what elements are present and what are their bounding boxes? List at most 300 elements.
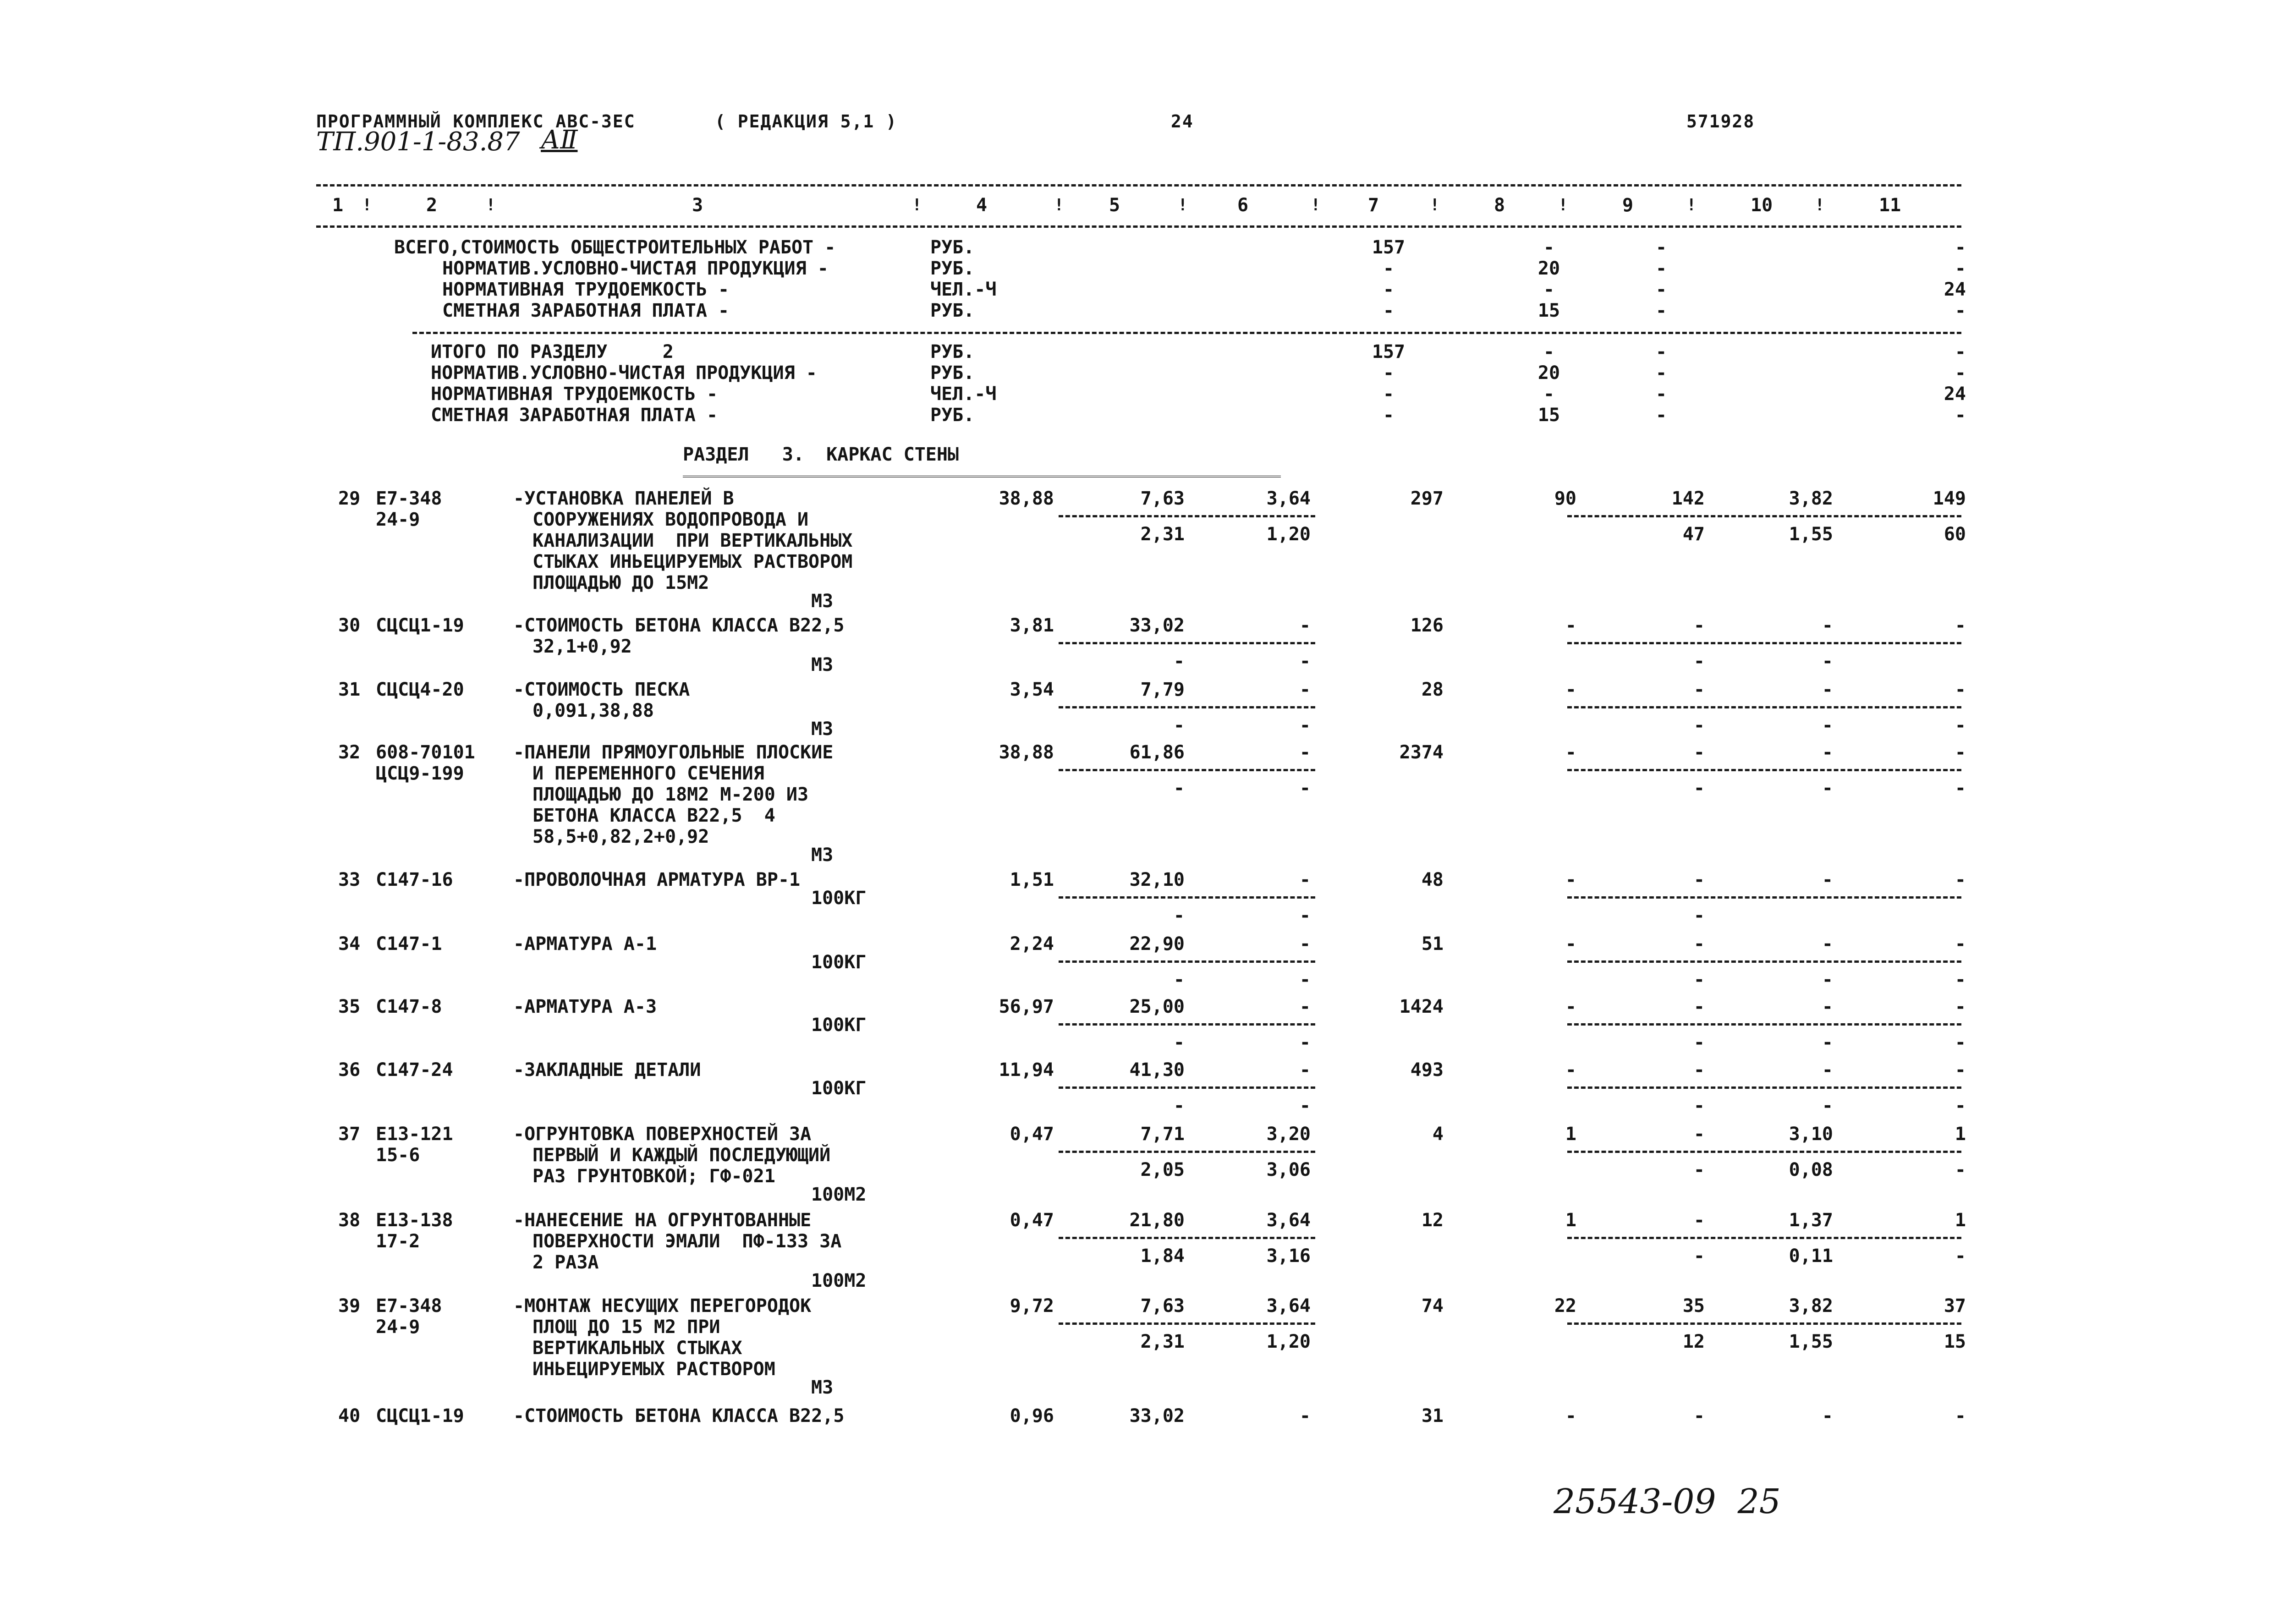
summary-col7-value: - (1383, 279, 1395, 300)
row-cost-divider (1059, 1023, 1315, 1026)
row-col10-wage: 0,08 (1789, 1159, 1833, 1180)
row-col7-value: 51 (1421, 933, 1444, 955)
program-name: ПРОГРАММНЫЙ КОМПЛЕКС АВС-3ЕС (316, 111, 636, 132)
row-col10-value: - (1822, 615, 1833, 636)
row-col9-wage: - (1693, 715, 1705, 736)
row-cost-divider (1059, 1086, 1315, 1089)
summary-col11-value: - (1955, 362, 1966, 384)
row-col11-wage: - (1955, 778, 1966, 799)
summary-unit: РУБ. (930, 405, 975, 426)
row-col6-wage: 3,16 (1266, 1245, 1311, 1267)
column-separator: ! (486, 196, 496, 214)
row-col6-wage: 3,06 (1266, 1159, 1311, 1180)
row-col5-wage: 2,31 (1140, 1331, 1185, 1352)
row-unit: М3 (811, 1377, 834, 1398)
row-quantity: 56,97 (999, 996, 1054, 1017)
column-separator: ! (1686, 196, 1697, 214)
row-col9-value: - (1693, 1124, 1705, 1145)
row-col5-wage: - (1173, 651, 1185, 672)
summary-unit: ЧЕЛ.-Ч (930, 384, 997, 405)
summary-col11-value: 24 (1944, 384, 1966, 405)
row-col6-wage: - (1299, 1095, 1311, 1116)
row-col7-value: 12 (1421, 1210, 1444, 1231)
row-col6-value: - (1299, 742, 1311, 763)
row-col5-wage: - (1173, 778, 1185, 799)
row-col7-value: 4 (1432, 1124, 1444, 1145)
project-stamp: ТП.901-1-83.87 (316, 127, 520, 157)
row-col6-wage: 1,20 (1266, 1331, 1311, 1352)
row-col9-value: - (1693, 1059, 1705, 1081)
row-col7-value: 28 (1421, 679, 1444, 700)
row-col6-value: 3,64 (1266, 1210, 1311, 1231)
row-col6-value: - (1299, 869, 1311, 890)
column-separator: ! (912, 196, 922, 214)
summary-unit: ЧЕЛ.-Ч (930, 279, 997, 300)
row-col6-value: - (1299, 1059, 1311, 1081)
row-col10-value: - (1822, 996, 1833, 1017)
row-unit: 100КГ (811, 888, 867, 909)
row-col5-value: 7,71 (1140, 1124, 1185, 1145)
row-description: СТЫКАХ ИНЬЕЦИРУЕМЫХ РАСТВОРОМ (533, 551, 853, 572)
row-col5-wage: - (1173, 1095, 1185, 1116)
row-cost-divider (1059, 1322, 1315, 1325)
row-unit: 100КГ (811, 1078, 867, 1099)
row-code: С147-16 (376, 869, 453, 890)
row-code: Е13-138 (376, 1210, 453, 1231)
row-wage-divider (1567, 960, 1961, 963)
row-description: -СТОИМОСТЬ БЕТОНА КЛАССА В22,5 (513, 615, 845, 636)
column-separator: ! (1311, 196, 1321, 214)
summary-col7-value: - (1383, 384, 1395, 405)
row-col8-value: - (1565, 869, 1576, 890)
row-wage-divider (1567, 769, 1961, 771)
row-col10-value: 3,10 (1789, 1124, 1833, 1145)
row-code: Е7-348 (376, 488, 442, 509)
row-col5-wage: - (1173, 1032, 1185, 1053)
column-separator: ! (1815, 196, 1825, 214)
row-number: 36 (338, 1059, 361, 1081)
row-col9-value: - (1693, 869, 1705, 890)
summary-unit: РУБ. (930, 341, 975, 362)
row-number: 35 (338, 996, 361, 1017)
row-col5-wage: - (1173, 969, 1185, 990)
row-col11-wage: 60 (1944, 524, 1966, 545)
row-number: 32 (338, 742, 361, 763)
row-description: -УСТАНОВКА ПАНЕЛЕЙ В (513, 488, 734, 509)
row-unit: 100М2 (811, 1184, 867, 1205)
summary-line: НОРМАТИВНАЯ ТРУДОЕМКОСТЬ - (442, 279, 730, 300)
row-description: БЕТОНА КЛАССА В22,5 4 (533, 805, 775, 826)
column-separator: ! (1054, 196, 1064, 214)
row-col7-value: 1424 (1399, 996, 1444, 1017)
row-col11-value: 149 (1933, 488, 1966, 509)
album-stamp: АⅡ (541, 125, 578, 155)
column-header-7: 7 (1368, 195, 1379, 216)
row-col9-value: - (1693, 1210, 1705, 1231)
row-cost-divider (1059, 515, 1315, 517)
row-col10-wage: 1,55 (1789, 524, 1833, 545)
column-header-6: 6 (1237, 195, 1249, 216)
row-col10-wage: - (1822, 651, 1833, 672)
row-col10-wage: 1,55 (1789, 1331, 1833, 1352)
row-quantity: 38,88 (999, 742, 1054, 763)
row-cost-divider (1059, 1237, 1315, 1239)
summary-col7-value: 157 (1372, 237, 1406, 258)
row-col11-value: - (1955, 933, 1966, 955)
document-code: 571928 (1686, 111, 1755, 132)
row-col6-value: 3,64 (1266, 488, 1311, 509)
row-description: -ЗАКЛАДНЫЕ ДЕТАЛИ (513, 1059, 701, 1081)
row-col6-wage: - (1299, 651, 1311, 672)
row-number: 31 (338, 679, 361, 700)
summary-col11-value: - (1955, 341, 1966, 362)
row-code: Е7-348 (376, 1295, 442, 1317)
row-col6-wage: - (1299, 715, 1311, 736)
summary-line: СМЕТНАЯ ЗАРАБОТНАЯ ПЛАТА - (442, 300, 730, 321)
row-quantity: 3,54 (1010, 679, 1054, 700)
row-col5-value: 61,86 (1129, 742, 1185, 763)
row-description: ПОВЕРХНОСТИ ЭМАЛИ ПФ-133 ЗА (533, 1231, 842, 1252)
row-col5-value: 7,79 (1140, 679, 1185, 700)
row-col11-value: 1 (1955, 1124, 1966, 1145)
summary-divider (412, 332, 1961, 334)
row-col11-value: - (1955, 742, 1966, 763)
column-header-9: 9 (1622, 195, 1634, 216)
column-header-10: 10 (1751, 195, 1773, 216)
row-description: ПЛОЩ ДО 15 М2 ПРИ (533, 1317, 720, 1338)
summary-col8-value: - (1543, 237, 1555, 258)
row-description: ПЛОЩАДЬЮ ДО 15М2 (533, 572, 709, 593)
row-unit: 100М2 (811, 1270, 867, 1291)
row-description: И ПЕРЕМЕННОГО СЕЧЕНИЯ (533, 763, 764, 784)
summary-unit: РУБ. (930, 300, 975, 321)
row-col5-value: 22,90 (1129, 933, 1185, 955)
row-description: ПЕРВЫЙ И КАЖДЫЙ ПОСЛЕДУЮЩИЙ (533, 1145, 831, 1166)
row-col6-wage: - (1299, 778, 1311, 799)
row-description: -АРМАТУРА А-1 (513, 933, 657, 955)
row-description: ВЕРТИКАЛЬНЫХ СТЫКАХ (533, 1338, 742, 1359)
row-col7-value: 74 (1421, 1295, 1444, 1317)
row-cost-divider (1059, 896, 1315, 899)
summary-col9-value: - (1655, 237, 1667, 258)
summary-col7-value: - (1383, 300, 1395, 321)
summary-line: НОРМАТИВ.УСЛОВНО-ЧИСТАЯ ПРОДУКЦИЯ - (442, 258, 829, 279)
summary-col8-value: 15 (1537, 405, 1560, 426)
row-col9-value: - (1693, 933, 1705, 955)
row-quantity: 0,96 (1010, 1405, 1054, 1426)
row-col8-value: 1 (1565, 1210, 1576, 1231)
summary-unit: РУБ. (930, 258, 975, 279)
row-col7-value: 493 (1410, 1059, 1444, 1081)
row-number: 40 (338, 1405, 361, 1426)
row-col9-wage: - (1693, 969, 1705, 990)
row-wage-divider (1567, 642, 1961, 644)
column-header-2: 2 (426, 195, 438, 216)
row-quantity: 2,24 (1010, 933, 1054, 955)
column-separator: ! (1178, 196, 1188, 214)
column-header-5: 5 (1109, 195, 1120, 216)
summary-col11-value: 24 (1944, 279, 1966, 300)
row-code: С147-8 (376, 996, 442, 1017)
row-col11-value: - (1955, 679, 1966, 700)
row-col10-value: - (1822, 1405, 1833, 1426)
row-description: -СТОИМОСТЬ БЕТОНА КЛАССА В22,5 (513, 1405, 845, 1426)
row-col10-value: - (1822, 869, 1833, 890)
row-code: 608-70101 (376, 742, 475, 763)
row-col11-value: - (1955, 869, 1966, 890)
row-code: Е13-121 (376, 1124, 453, 1145)
row-col5-wage: - (1173, 715, 1185, 736)
column-header-4: 4 (976, 195, 988, 216)
row-wage-divider (1567, 1023, 1961, 1026)
row-col5-value: 33,02 (1129, 615, 1185, 636)
row-col9-wage: - (1693, 905, 1705, 926)
row-code: 17-2 (376, 1231, 420, 1252)
row-col9-value: - (1693, 679, 1705, 700)
summary-col8-value: - (1543, 341, 1555, 362)
row-code: ЦСЦ9-199 (376, 763, 464, 784)
row-wage-divider (1567, 706, 1961, 708)
summary-col9-value: - (1655, 362, 1667, 384)
summary-col9-value: - (1655, 405, 1667, 426)
row-description: -АРМАТУРА А-3 (513, 996, 657, 1017)
row-col10-wage: - (1822, 1095, 1833, 1116)
row-quantity: 3,81 (1010, 615, 1054, 636)
column-separator: ! (1558, 196, 1568, 214)
row-col7-value: 126 (1410, 615, 1444, 636)
row-col9-value: - (1693, 742, 1705, 763)
row-col10-wage: - (1822, 715, 1833, 736)
row-col11-value: - (1955, 996, 1966, 1017)
row-col7-value: 297 (1410, 488, 1444, 509)
row-col11-wage: - (1955, 1032, 1966, 1053)
column-separator: ! (1430, 196, 1440, 214)
row-col5-value: 25,00 (1129, 996, 1185, 1017)
row-col5-wage: 2,05 (1140, 1159, 1185, 1180)
row-cost-divider (1059, 706, 1315, 708)
row-col5-value: 41,30 (1129, 1059, 1185, 1081)
row-col8-value: - (1565, 742, 1576, 763)
row-col11-wage: - (1955, 1095, 1966, 1116)
row-wage-divider (1567, 1086, 1961, 1089)
row-code: СЦСЦ1-19 (376, 1405, 464, 1426)
row-col9-wage: - (1693, 778, 1705, 799)
row-col8-value: - (1565, 996, 1576, 1017)
row-col8-value: - (1565, 679, 1576, 700)
row-col9-wage: - (1693, 1159, 1705, 1180)
column-header-3: 3 (692, 195, 703, 216)
row-code: 24-9 (376, 1317, 420, 1338)
row-wage-divider (1567, 1151, 1961, 1153)
row-col6-wage: - (1299, 969, 1311, 990)
summary-col8-value: 20 (1537, 362, 1560, 384)
row-cost-divider (1059, 769, 1315, 771)
row-col6-value: - (1299, 996, 1311, 1017)
column-header-1: 1 (332, 195, 344, 216)
row-col8-value: 90 (1554, 488, 1576, 509)
row-unit: 100КГ (811, 952, 867, 973)
row-code: СЦСЦ4-20 (376, 679, 464, 700)
row-unit: М3 (811, 654, 834, 675)
row-description: ИНЬЕЦИРУЕМЫХ РАСТВОРОМ (533, 1359, 775, 1380)
row-col10-wage: - (1822, 778, 1833, 799)
row-code: СЦСЦ1-19 (376, 615, 464, 636)
summary-col11-value: - (1955, 405, 1966, 426)
row-col10-value: 3,82 (1789, 488, 1833, 509)
row-wage-divider (1567, 1322, 1961, 1325)
summary-col8-value: 15 (1537, 300, 1560, 321)
row-number: 29 (338, 488, 361, 509)
row-col5-value: 7,63 (1140, 488, 1185, 509)
row-col6-value: 3,20 (1266, 1124, 1311, 1145)
summary-line: НОРМАТИВ.УСЛОВНО-ЧИСТАЯ ПРОДУКЦИЯ - (431, 362, 817, 384)
row-description: РАЗ ГРУНТОВКОЙ; ГФ-021 (533, 1166, 775, 1187)
row-number: 37 (338, 1124, 361, 1145)
row-unit: М3 (811, 719, 834, 740)
row-description: -МОНТАЖ НЕСУЩИХ ПЕРЕГОРОДОК (513, 1295, 812, 1317)
row-col11-value: 37 (1944, 1295, 1966, 1317)
row-col6-value: 3,64 (1266, 1295, 1311, 1317)
row-description: -ПАНЕЛИ ПРЯМОУГОЛЬНЫЕ ПЛОСКИЕ (513, 742, 834, 763)
row-code: 15-6 (376, 1145, 420, 1166)
row-col9-wage: - (1693, 651, 1705, 672)
row-col6-value: - (1299, 615, 1311, 636)
row-quantity: 1,51 (1010, 869, 1054, 890)
row-col7-value: 48 (1421, 869, 1444, 890)
row-col6-value: - (1299, 933, 1311, 955)
row-quantity: 38,88 (999, 488, 1054, 509)
row-description: -СТОИМОСТЬ ПЕСКА (513, 679, 690, 700)
row-unit: М3 (811, 591, 834, 612)
row-col6-wage: - (1299, 1032, 1311, 1053)
row-description: КАНАЛИЗАЦИИ ПРИ ВЕРТИКАЛЬНЫХ (533, 530, 853, 551)
row-col9-value: - (1693, 615, 1705, 636)
summary-unit: РУБ. (930, 362, 975, 384)
row-code: 24-9 (376, 509, 420, 530)
row-col9-value: 35 (1682, 1295, 1705, 1317)
row-wage-divider (1567, 896, 1961, 899)
row-col11-value: - (1955, 1059, 1966, 1081)
summary-line: ИТОГО ПО РАЗДЕЛУ 2 (431, 341, 674, 362)
summary-col9-value: - (1655, 300, 1667, 321)
row-col5-wage: 1,84 (1140, 1245, 1185, 1267)
page-number: 24 (1171, 111, 1194, 132)
row-description: 32,1+0,92 (533, 636, 632, 657)
summary-col9-value: - (1655, 341, 1667, 362)
row-col9-value: 142 (1671, 488, 1705, 509)
row-col6-wage: - (1299, 905, 1311, 926)
row-col5-value: 21,80 (1129, 1210, 1185, 1231)
row-col8-value: - (1565, 615, 1576, 636)
summary-col7-value: 157 (1372, 341, 1406, 362)
row-col11-value: 1 (1955, 1210, 1966, 1231)
row-description: СООРУЖЕНИЯХ ВОДОПРОВОДА И (533, 509, 809, 530)
row-col11-wage: - (1955, 1245, 1966, 1267)
summary-col8-value: - (1543, 279, 1555, 300)
row-number: 30 (338, 615, 361, 636)
row-description: -ОГРУНТОВКА ПОВЕРХНОСТЕЙ ЗА (513, 1124, 812, 1145)
row-quantity: 0,47 (1010, 1124, 1054, 1145)
summary-col7-value: - (1383, 258, 1395, 279)
summary-col11-value: - (1955, 300, 1966, 321)
row-col10-wage: - (1822, 1032, 1833, 1053)
row-col11-wage: - (1955, 715, 1966, 736)
summary-col8-value: 20 (1537, 258, 1560, 279)
row-cost-divider (1059, 960, 1315, 963)
row-col9-value: - (1693, 1405, 1705, 1426)
row-wage-divider (1567, 515, 1961, 517)
summary-col11-value: - (1955, 237, 1966, 258)
edition: ( РЕДАКЦИЯ 5,1 ) (715, 111, 898, 132)
row-col10-value: - (1822, 679, 1833, 700)
row-col11-value: - (1955, 615, 1966, 636)
row-col10-wage: - (1822, 969, 1833, 990)
summary-line: СМЕТНАЯ ЗАРАБОТНАЯ ПЛАТА - (431, 405, 718, 426)
row-col11-value: - (1955, 1405, 1966, 1426)
handwritten-sheet-number: 25543-09 25 (1554, 1482, 1781, 1521)
row-col5-value: 33,02 (1129, 1405, 1185, 1426)
row-code: С147-1 (376, 933, 442, 955)
row-quantity: 0,47 (1010, 1210, 1054, 1231)
summary-col9-value: - (1655, 384, 1667, 405)
summary-unit: РУБ. (930, 237, 975, 258)
row-col9-wage: - (1693, 1095, 1705, 1116)
row-col7-value: 2374 (1399, 742, 1444, 763)
row-quantity: 9,72 (1010, 1295, 1054, 1317)
row-col8-value: 1 (1565, 1124, 1576, 1145)
summary-col11-value: - (1955, 258, 1966, 279)
row-description: 58,5+0,82,2+0,92 (533, 826, 709, 847)
row-col10-value: 1,37 (1789, 1210, 1833, 1231)
row-col10-value: - (1822, 1059, 1833, 1081)
summary-col8-value: - (1543, 384, 1555, 405)
row-description: 0,091,38,88 (533, 700, 654, 721)
column-header-11: 11 (1879, 195, 1901, 216)
summary-col7-value: - (1383, 362, 1395, 384)
table-top-rule (316, 184, 1961, 187)
row-col10-value: - (1822, 933, 1833, 955)
column-header-rule (316, 225, 1961, 228)
row-description: -НАНЕСЕНИЕ НА ОГРУНТОВАННЫЕ (513, 1210, 812, 1231)
summary-line: ВСЕГО,СТОИМОСТЬ ОБЩЕСТРОИТЕЛЬНЫХ РАБОТ - (394, 237, 836, 258)
row-col6-value: - (1299, 1405, 1311, 1426)
row-col10-value: 3,82 (1789, 1295, 1833, 1317)
row-code: С147-24 (376, 1059, 453, 1081)
row-col5-wage: - (1173, 905, 1185, 926)
row-col5-value: 7,63 (1140, 1295, 1185, 1317)
row-col9-value: - (1693, 996, 1705, 1017)
section-title-underline (683, 476, 1281, 477)
row-description: 2 РАЗА (533, 1252, 599, 1273)
row-col5-wage: 2,31 (1140, 524, 1185, 545)
row-col8-value: 22 (1554, 1295, 1576, 1317)
row-col11-wage: - (1955, 1159, 1966, 1180)
column-separator: ! (362, 196, 372, 214)
row-unit: 100КГ (811, 1015, 867, 1036)
row-number: 38 (338, 1210, 361, 1231)
summary-line: НОРМАТИВНАЯ ТРУДОЕМКОСТЬ - (431, 384, 718, 405)
row-col8-value: - (1565, 933, 1576, 955)
row-col10-value: - (1822, 742, 1833, 763)
row-description: ПЛОЩАДЬЮ ДО 18М2 М-200 ИЗ (533, 784, 809, 805)
row-unit: М3 (811, 845, 834, 866)
row-col8-value: - (1565, 1059, 1576, 1081)
row-col10-wage: 0,11 (1789, 1245, 1833, 1267)
summary-col7-value: - (1383, 405, 1395, 426)
row-col9-wage: 47 (1682, 524, 1705, 545)
row-col8-value: - (1565, 1405, 1576, 1426)
row-number: 39 (338, 1295, 361, 1317)
